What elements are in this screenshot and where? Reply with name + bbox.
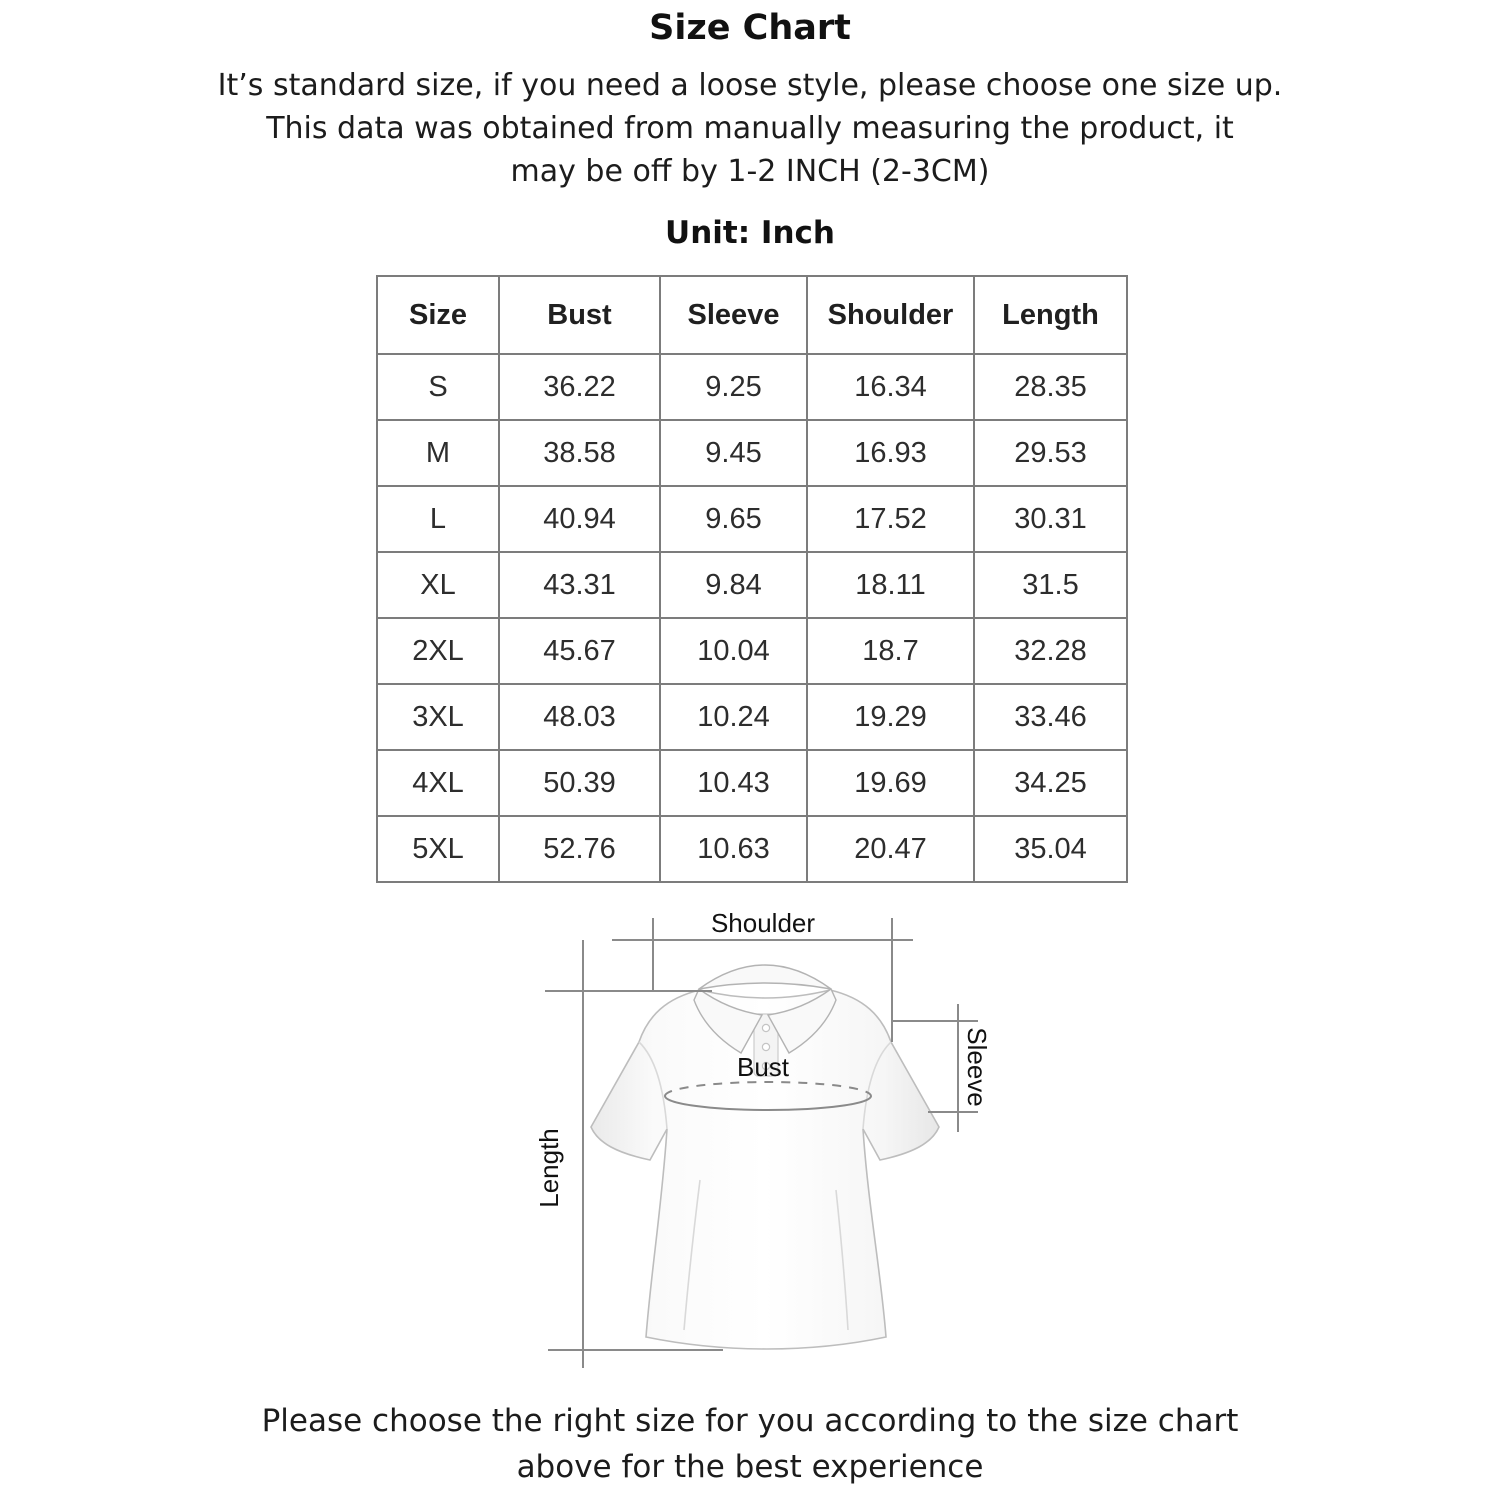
size-cell: 28.35 <box>974 354 1127 420</box>
bust-label: Bust <box>736 1052 790 1082</box>
table-header-row <box>377 276 1127 354</box>
size-cell: 45.67 <box>499 618 660 684</box>
size-cell: 38.58 <box>499 420 660 486</box>
size-cell: 33.46 <box>974 684 1127 750</box>
size-cell: 43.31 <box>499 552 660 618</box>
size-table-head <box>377 276 1127 354</box>
size-row-s <box>377 354 1127 420</box>
footer-line-2: above for the best experience <box>516 1449 984 1485</box>
size-cell: 2XL <box>377 618 499 684</box>
size-cell: 50.39 <box>499 750 660 816</box>
size-row-l <box>377 486 1127 552</box>
collar-back <box>699 965 831 989</box>
size-cell: 30.31 <box>974 486 1127 552</box>
column-header-bust: Bust <box>499 276 660 354</box>
size-cell: 52.76 <box>499 816 660 882</box>
size-table-body <box>377 354 1127 882</box>
polo-shirt-graphic <box>591 965 939 1349</box>
size-cell: 19.69 <box>807 750 974 816</box>
size-row-2xl <box>377 618 1127 684</box>
size-row-xl <box>377 552 1127 618</box>
size-cell: XL <box>377 552 499 618</box>
size-cell: 20.47 <box>807 816 974 882</box>
size-cell: 10.63 <box>660 816 807 882</box>
size-row-4xl <box>377 750 1127 816</box>
size-cell: 36.22 <box>499 354 660 420</box>
size-cell: 32.28 <box>974 618 1127 684</box>
size-cell: 18.7 <box>807 618 974 684</box>
size-cell: 9.65 <box>660 486 807 552</box>
size-cell: 18.11 <box>807 552 974 618</box>
size-row-m <box>377 420 1127 486</box>
column-header-length: Length <box>974 276 1127 354</box>
size-cell: 10.04 <box>660 618 807 684</box>
footer-line-1: Please choose the right size for you according to the size chart <box>261 1403 1239 1439</box>
size-cell: 9.45 <box>660 420 807 486</box>
size-cell: 16.93 <box>807 420 974 486</box>
size-cell: 9.25 <box>660 354 807 420</box>
size-cell: M <box>377 420 499 486</box>
size-cell: 34.25 <box>974 750 1127 816</box>
size-cell: 35.04 <box>974 816 1127 882</box>
subtitle-line-2: This data was obtained from manually measuring the product, it <box>266 111 1234 146</box>
column-header-size: Size <box>377 276 499 354</box>
size-row-5xl <box>377 816 1127 882</box>
length-label: Length <box>534 1128 564 1208</box>
unit-label: Unit: Inch <box>665 215 835 251</box>
column-header-sleeve: Sleeve <box>660 276 807 354</box>
size-cell: 3XL <box>377 684 499 750</box>
page-title: Size Chart <box>649 8 851 48</box>
size-chart-table <box>376 275 1128 883</box>
size-row-3xl <box>377 684 1127 750</box>
subtitle <box>0 64 1500 193</box>
size-cell: 10.43 <box>660 750 807 816</box>
size-cell: 48.03 <box>499 684 660 750</box>
footer-note <box>0 1398 1500 1490</box>
size-cell: 10.24 <box>660 684 807 750</box>
size-cell: 16.34 <box>807 354 974 420</box>
size-cell: 9.84 <box>660 552 807 618</box>
shirt-measurement-diagram <box>520 890 1000 1390</box>
column-header-shoulder: Shoulder <box>807 276 974 354</box>
collar-button <box>762 1043 769 1050</box>
sleeve-label: Sleeve <box>962 1027 992 1107</box>
size-cell: 5XL <box>377 816 499 882</box>
size-cell: 31.5 <box>974 552 1127 618</box>
subtitle-line-1: It’s standard size, if you need a loose style, please choose one size up. <box>217 68 1283 103</box>
size-cell: 4XL <box>377 750 499 816</box>
shoulder-label: Shoulder <box>710 908 816 938</box>
size-cell: 29.53 <box>974 420 1127 486</box>
size-cell: 17.52 <box>807 486 974 552</box>
size-cell: L <box>377 486 499 552</box>
collar-button <box>762 1024 769 1031</box>
size-cell: S <box>377 354 499 420</box>
subtitle-line-3: may be off by 1-2 INCH (2-3CM) <box>510 154 990 189</box>
size-cell: 40.94 <box>499 486 660 552</box>
size-cell: 19.29 <box>807 684 974 750</box>
